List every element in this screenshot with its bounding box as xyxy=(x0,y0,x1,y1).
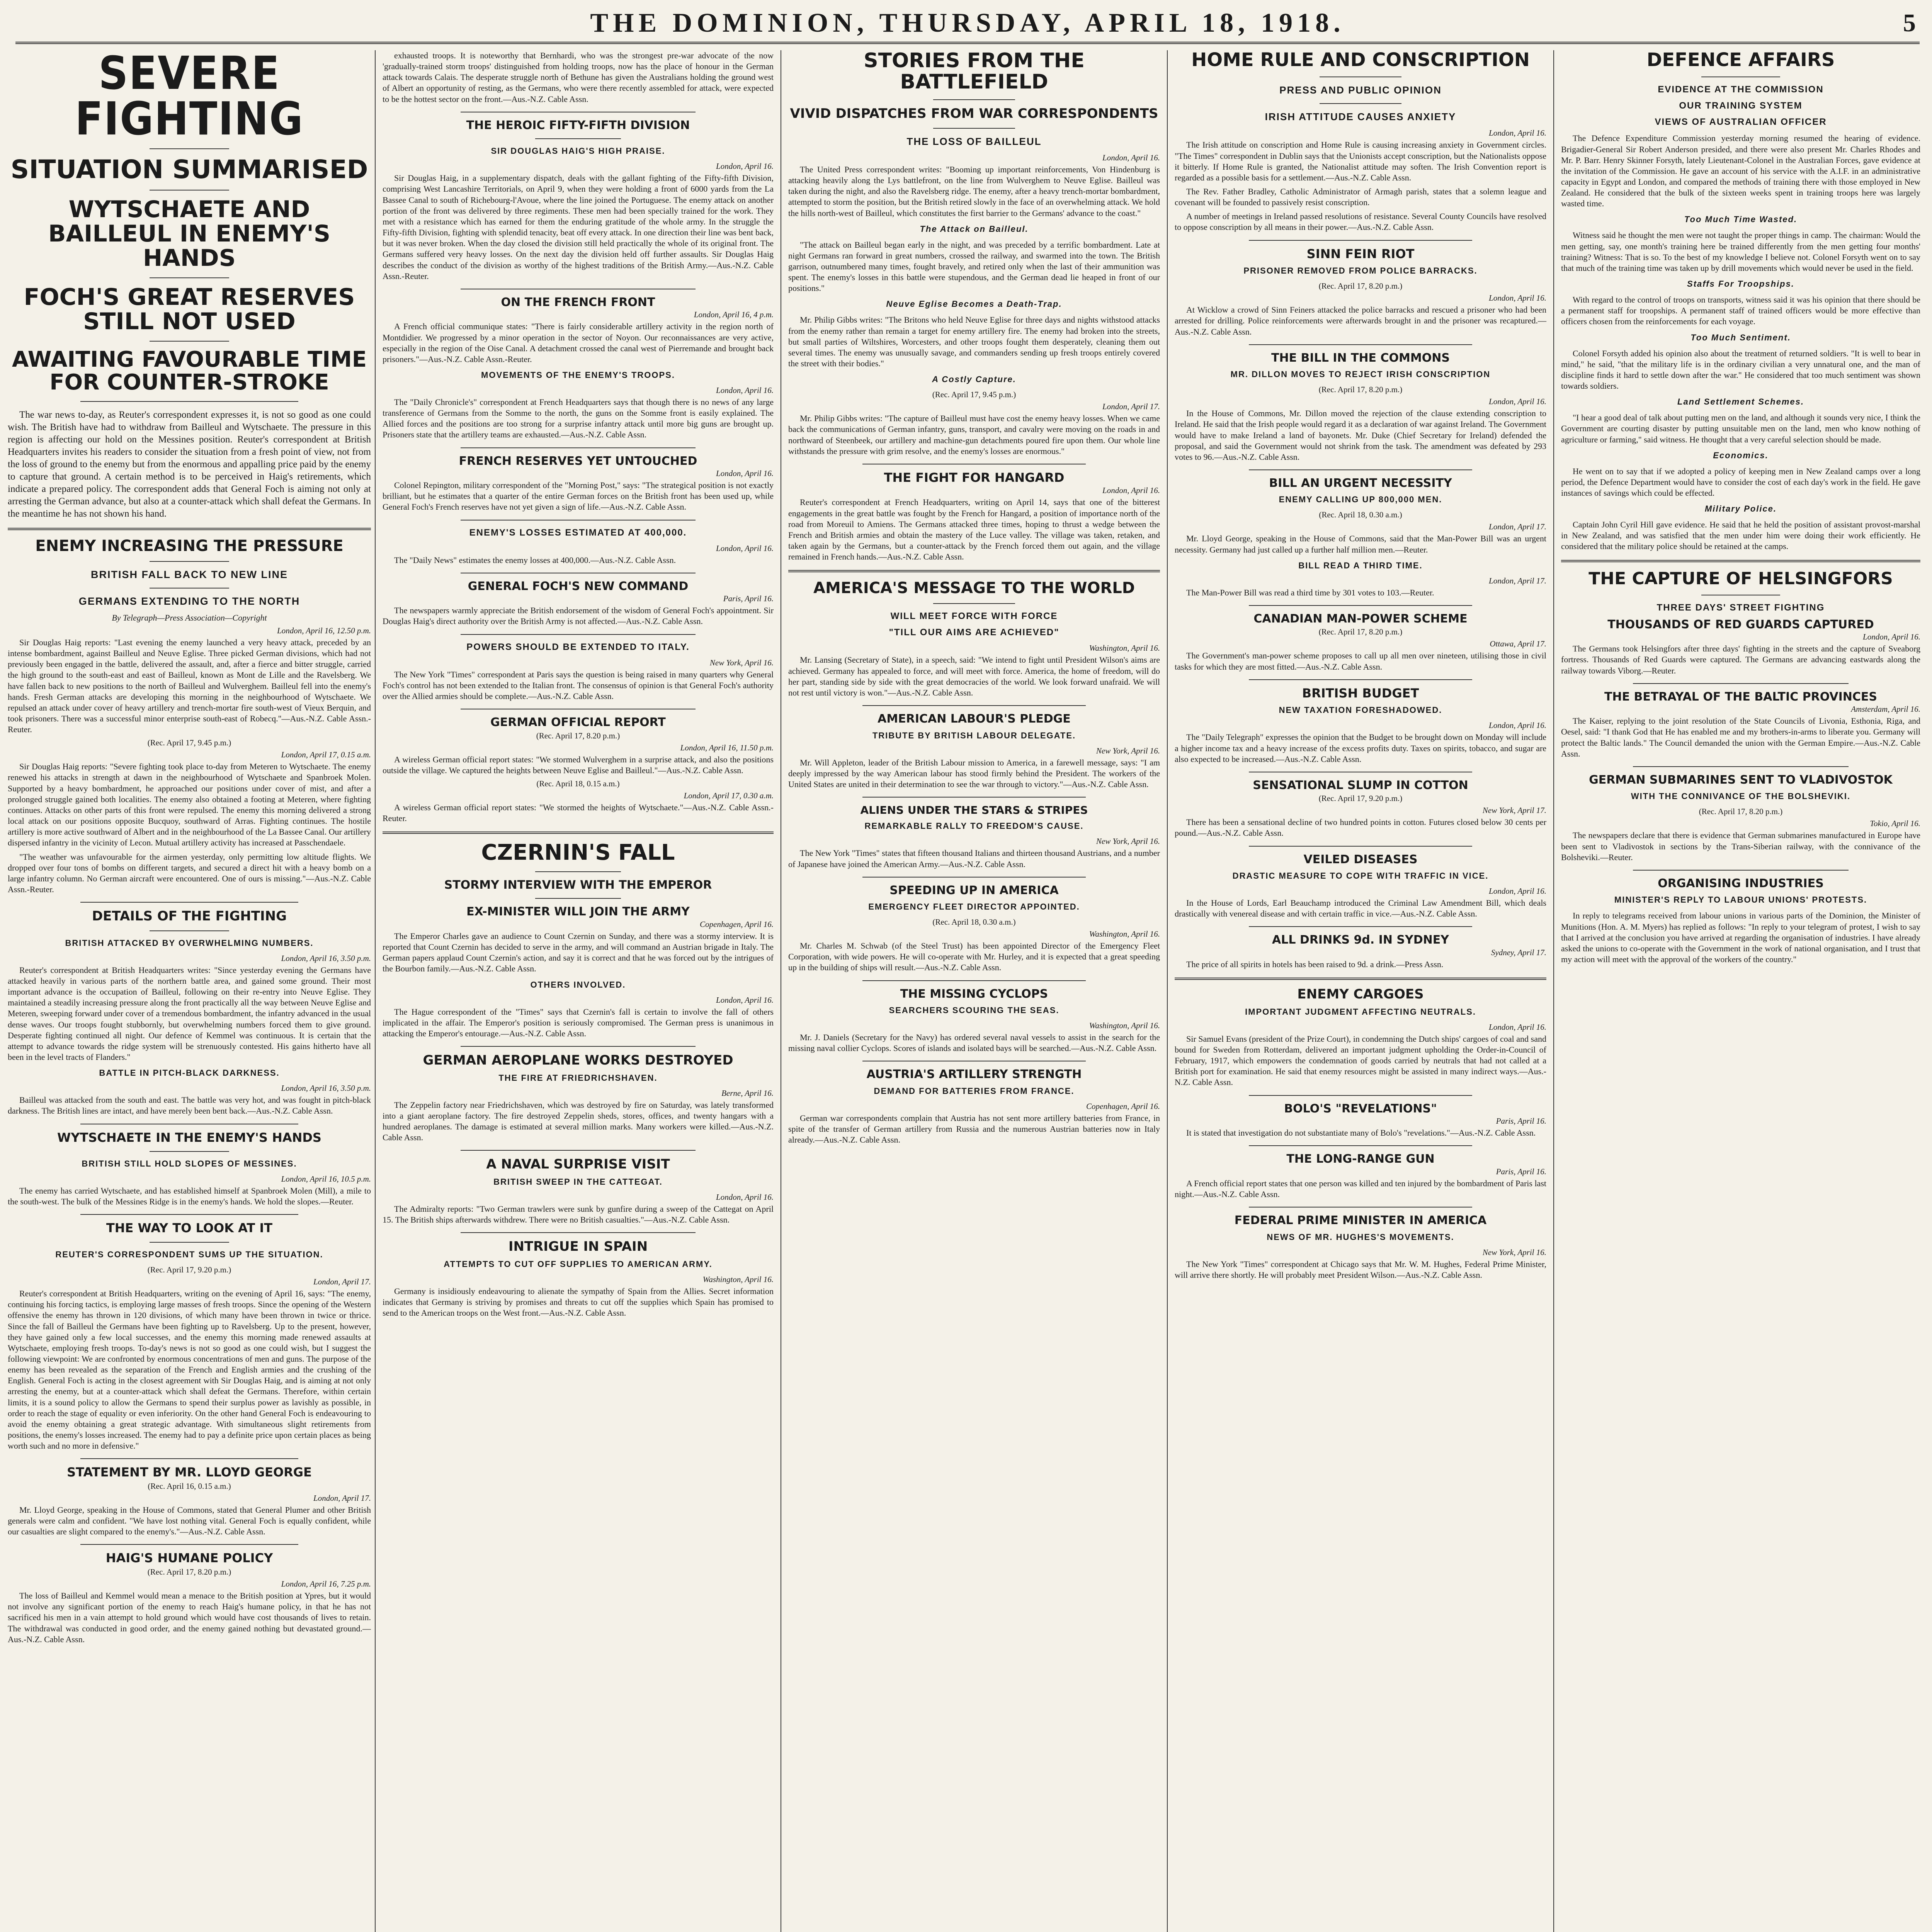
section-helsingfors-head: THE CAPTURE OF HELSINGFORS xyxy=(1588,568,1893,588)
section-spain-sub: ATTEMPTS TO CUT OFF SUPPLIES TO AMERICAN ARMY. xyxy=(444,1259,713,1269)
section-italy-head: POWERS SHOULD BE EXTENDED TO ITALY. xyxy=(466,641,690,652)
section-long-range-head: THE LONG-RANGE GUN xyxy=(1286,1152,1435,1166)
section-austria-head: AUSTRIA'S ARTILLERY STRENGTH xyxy=(866,1068,1082,1082)
paragraph: In the House of Lords, Earl Beauchamp introduced the Criminal Law Amendment Bill, which deals drastically with venereal disease and with certain traffic in vice.—Aus.-N.Z. Cable Assn. xyxy=(1175,898,1546,919)
section-aliens-sub: REMARKABLE RALLY TO FREEDOM'S CAUSE. xyxy=(864,821,1084,831)
section-home-rule-head: HOME RULE AND CONSCRIPTION xyxy=(1191,50,1530,71)
dateline: London, April 17. xyxy=(1102,402,1160,412)
paragraph: "The weather was unfavourable for the airmen yesterday, only permitting low altitude flights. We dropped over four tons of bombs on different targets, and secured a direct hit with a heavy bomb on a large infantry column. No German aircraft were encountered. One of ours is missing."—Aus.-N.Z. Cable Assn.-Reuter. xyxy=(8,852,371,895)
paragraph: The newspapers warmly appreciate the British endorsement of the wisdom of General Foch's appointment. Sir Douglas Haig's direct authority over the British Army is not affected.—Aus.-N.Z. Cable Assn. xyxy=(383,605,774,626)
section-home-rule-sub: PRESS AND PUBLIC OPINION xyxy=(1279,84,1442,96)
section-aeroplane-sub: THE FIRE AT FRIEDRICHSHAVEN. xyxy=(498,1073,658,1083)
paragraph: Mr. Lansing (Secretary of State), in a speech, said: "We intend to fight until President Wilson's aims are achieved. Germany has appealed to force, and will meet with force. America, the home of freedom, will do her part, standing side by side with the great democracies of the world. We look forward unafraid. We will not rest until victory is won."—Aus.-N.Z. Cable Assn. xyxy=(788,655,1160,697)
headline-foch-reserves: FOCH'S GREAT RESERVES STILL NOT USED xyxy=(24,284,355,335)
section-stories-head: STORIES FROM THE BATTLEFIELD xyxy=(864,50,1085,94)
dateline: Tokio, April 16. xyxy=(1870,819,1920,828)
dateline: London, April 17. xyxy=(313,1493,371,1503)
dateline: Copenhagen, April 16. xyxy=(700,919,774,929)
dateline: London, April 17. xyxy=(313,1277,371,1287)
section-helsingfors-sub2: THOUSANDS OF RED GUARDS CAPTURED xyxy=(1607,617,1874,631)
paragraph: The Emperor Charles gave an audience to Count Czernin on Sunday, and there was a stormy interview. It is reported that Count Czernin has decided to serve in the army, and will command an Austrian brigade in Italy. The German papers applaud Count Czernin's action, and say it is correct and that he was forced out by the intrigues of the Bourbon family.—Aus.-N.Z. Cable Assn. xyxy=(383,931,774,974)
subhead-economics: Economics. xyxy=(1713,450,1769,460)
dateline: Paris, April 16. xyxy=(1496,1167,1546,1176)
section-foch-command-head: GENERAL FOCH'S NEW COMMAND xyxy=(468,579,689,593)
paragraph: Captain John Cyril Hill gave evidence. He said that he held the position of assistant provost-marshal in New Zealand, and was satisfied that the men under him were doing their work efficiently. He considered that the military police should be retained at the camps. xyxy=(1561,520,1920,551)
section-defence-sub3: VIEWS OF AUSTRALIAN OFFICER xyxy=(1655,117,1827,128)
dateline: London, April 16. xyxy=(1489,721,1546,730)
dateline: Copenhagen, April 16. xyxy=(1086,1101,1160,1111)
section-aeroplane-head: GERMAN AEROPLANE WORKS DESTROYED xyxy=(423,1053,733,1068)
paragraph: Reuter's correspondent at French Headquarters, writing on April 14, says that one of the bitterest engagements in the great battle was fought by the French for Hangard, a position of importance north of the road from Moreuil to Amiens. The Germans attacked three times, hoping to thrust a wedge between the French and British armies and obtain the mastery of the Luce valley. The village was taken, retaken, and taken again by the Germans, but a counter-attack by the French forced them out again, and the village remained in French hands.—Aus.-N.Z. Cable Assn. xyxy=(788,497,1160,562)
section-baltic-head: THE BETRAYAL OF THE BALTIC PROVINCES xyxy=(1604,690,1878,704)
paragraph: There has been a sensational decline of two hundred points in cotton. Futures closed below 30 cents per pound.—Aus.-N.Z. Cable Assn. xyxy=(1175,817,1546,838)
section-submarines-sub: WITH THE CONNIVANCE OF THE BOLSHEVIKI. xyxy=(1631,791,1851,801)
paragraph: The enemy has carried Wytschaete, and has established himself at Spanbroek Molen (Mill), a mile to the south-west. The bulk of the Messines Ridge is in the enemy's hands. We hold the slopes.—Reuter. xyxy=(8,1186,371,1207)
section-haig-policy-head: HAIG'S HUMANE POLICY xyxy=(105,1551,273,1566)
paragraph: A number of meetings in Ireland passed resolutions of resistance. Several County Councils have resolved to oppose conscription by all means in their power.—Aus.-N.Z. Cable Assn. xyxy=(1175,211,1546,232)
paragraph: The New York "Times" states that fifteen thousand Italians and thirteen thousand Austrians, and a number of Japanese have joined the American Army.—Aus.-N.Z. Cable Assn. xyxy=(788,848,1160,869)
section-fifty-fifth-sub: SIR DOUGLAS HAIG'S HIGH PRAISE. xyxy=(491,146,665,156)
paragraph: Mr. Philip Gibbs writes: "The capture of Bailleul must have cost the enemy heavy losses. When we came back the communications of German infantry, guns, transport, and cavalry were moving on the roads in and northward of Steenbeek, our artillery and machine-gun detachments poured fire upon them. Our whole line withstands the pressure with grim resolve, and the enemy's losses are enormous." xyxy=(788,413,1160,456)
dateline: London, April 16. xyxy=(716,385,774,395)
received-line: (Rec. April 17, 8.20 p.m.) xyxy=(1699,807,1783,816)
paragraph: The "Daily Chronicle's" correspondent at French Headquarters says that though there is no news of any large transference of Germans from the Somme to the north, the guns on the Somme front is easily explained. The Allied forces and the positions are too strong for a surprise infantry attack until more big guns are brought up. Prisoners state that the artillery teams are exhausted.—Aus.-N.Z. Cable Assn. xyxy=(383,397,774,440)
column-2 xyxy=(375,50,781,1932)
received-line: (Rec. April 17, 8.20 p.m.) xyxy=(1318,385,1403,395)
dateline: New York, April 16. xyxy=(1096,746,1160,755)
section-america-quote: "TILL OUR AIMS ARE ACHIEVED" xyxy=(889,627,1060,638)
section-loss-bailleul-sub: THE LOSS OF BAILLEUL xyxy=(906,135,1042,147)
dateline: London, April 16. xyxy=(716,543,774,553)
section-cargoes-sub: IMPORTANT JUDGMENT AFFECTING NEUTRALS. xyxy=(1245,1007,1476,1017)
paragraph: Colonel Forsyth added his opinion also about the treatment of returned soldiers. "It is well to bear in mind," he said, "that the military life is in the ordinary civilian a very unnatural one, and the man of discipline finds it hard to settle down after the war." He considered that too much sentiment was shown towards soldiers. xyxy=(1561,348,1920,391)
section-budget-sub: NEW TAXATION FORESHADOWED. xyxy=(1279,705,1442,715)
received-line: (Rec. April 17, 9.20 p.m.) xyxy=(1318,794,1403,803)
paragraph: Witness said he thought the men were not taught the proper things in camp. The chairman: Would the men getting, say, one month's training here be trained differently from the men getting four months' training? Witness: That is so. To the best of my knowledge I believe not. Colonel Forsyth went on to say that much of the training time was taken up by drill movements which would never be used in the field. xyxy=(1561,230,1920,273)
section-speeding-sub: EMERGENCY FLEET DIRECTOR APPOINTED. xyxy=(868,902,1080,912)
paragraph: The newspapers declare that there is evidence that German submarines manufactured in Europe have been sent to Vladivostok in sections by the Trans-Siberian railway, with the connivance of the Bolsheviki.—Reuter. xyxy=(1561,830,1920,862)
section-movements-sub: MOVEMENTS OF THE ENEMY'S TROOPS. xyxy=(481,370,675,380)
dateline: London, April 17. xyxy=(1489,522,1546,532)
section-commons-sub: MR. DILLON MOVES TO REJECT IRISH CONSCRIPTION xyxy=(1230,369,1491,379)
received-line: (Rec. April 16, 0.15 a.m.) xyxy=(148,1481,231,1491)
paragraph: He went on to say that if we adopted a policy of keeping men in New Zealand camps over a long period, the Defence Department would have to consider the cost of each day's work in the field. He gave instances of savings which could be effected. xyxy=(1561,466,1920,498)
section-enemy-pressure-sub2: GERMANS EXTENDING TO THE NORTH xyxy=(78,595,300,607)
section-defence-sub: EVIDENCE AT THE COMMISSION xyxy=(1658,84,1824,95)
dateline: London, April 16. xyxy=(716,1192,774,1202)
section-diseases-sub: DRASTIC MEASURE TO COPE WITH TRAFFIC IN VICE. xyxy=(1232,871,1489,881)
paragraph: The loss of Bailleul and Kemmel would mean a menace to the British position at Ypres, but it would not involve any significant portion of the enemy to reach Haig's humane policy, in that he has not sacrificed his men in a vain attempt to hold ground which would have cost thousands of lives to retain. The withdrawal was conducted in good order, and the enemy gained nothing but devastated ground.—Aus.-N.Z. Cable Assn. xyxy=(8,1591,371,1644)
headline-severe-fighting: SEVERE FIGHTING xyxy=(75,50,304,145)
section-german-report-head: GERMAN OFFICIAL REPORT xyxy=(490,716,666,729)
paragraph: The Hague correspondent of the "Times" says that Czernin's fall is certain to involve the fall of others implicated in the affair. The Emperor's position is seriously compromised. The German press is unanimous in attacking the Emperor's entourage.—Aus.-N.Z. Cable Assn. xyxy=(383,1007,774,1038)
paragraph: German war correspondents complain that Austria has not sent more artillery batteries from France, in spite of the transfer of German artillery from Russia and the numerous Austrian batteries now in Italy already.—Aus.-N.Z. Cable Assn. xyxy=(788,1113,1160,1145)
dateline: London, April 17, 0.30 a.m. xyxy=(684,791,774,800)
section-lloyd-george-head: STATEMENT BY MR. LLOYD GEORGE xyxy=(67,1465,312,1480)
received-line: (Rec. April 18, 0.15 a.m.) xyxy=(536,779,620,788)
paragraph: "The attack on Bailleul began early in the night, and was preceded by a terrific bombardment. Late at night Germans ran forward in great numbers, crossed the railway, and swarmed into the town. The British garrison, outnumbered many times, fought bravely, and retired only when the last of their ammunition was spent. The enemy's losses in this battle were stupendous, and the German dead lie heaped in front of our positions." xyxy=(788,240,1160,293)
paragraph: Mr. J. Daniels (Secretary for the Navy) has ordered several naval vessels to assist in the search for the missing naval collier Cyclops. Scores of islands and isolated bays will be searched.—Aus.-N.Z. Cable Assn. xyxy=(788,1032,1160,1053)
paragraph: Reuter's correspondent at British Headquarters writes: "Since yesterday evening the Germans have attacked heavily in various parts of the northern battle area, and gained some ground. Their most important advance is the occupation of Bailleul, following on their re-entry into Neuve Eglise. They maintained a steadily increasing pressure along the front practically all the way between Neuve Eglise and Meteren, sweeping forward under cover of a tremendous bombardment, the infantry advanced in the usual dense waves. Our troops fought stubbornly, but overwhelming numbers forced them to give ground. Desperate fighting continued all night. Our defence of Kemmel was continuous. It is certain that the attempt to advance towards the ridge system will be strenuously contested. His gains hitherto have all been in the level tracts of Flanders." xyxy=(8,965,371,1062)
received-line: (Rec. April 17, 8.20 p.m.) xyxy=(1318,627,1403,637)
dateline: London, April 16, 3.50 p.m. xyxy=(281,953,371,963)
section-spain-head: INTRIGUE IN SPAIN xyxy=(508,1239,648,1255)
section-naval-head: A NAVAL SURPRISE VISIT xyxy=(486,1156,670,1172)
section-helsingfors-sub: THREE DAYS' STREET FIGHTING xyxy=(1656,602,1825,613)
dateline: Amsterdam, April 16. xyxy=(1851,704,1920,714)
paragraph: The "Daily Telegraph" expresses the opinion that the Budget to be brought down on Monday will include a higher income tax and a heavy increase of the excess profits duty. Taxes on spirits, tobacco, and sugar are also expected to be increased.—Aus.-N.Z. Cable Assn. xyxy=(1175,732,1546,764)
paragraph: A French official communique states: "There is fairly considerable artillery activity in the region north of Montdidier. We progressed by a minor operation in the sector of Noyon. Our reconnaissances are very active, especially in the region of the Oise Canal. A detachment crossed the canal west of Pierremande and brought back prisoners."—Aus.-N.Z. Cable Assn.-Reuter. xyxy=(383,321,774,364)
paragraph: Mr. Philip Gibbs writes: "The Britons who held Neuve Eglise for three days and nights withstood attacks from the enemy rather than remain a target for enemy artillery fire. The enemy had broken into the streets, but small parties of Wiltshires, Worcesters, and other troops fought them desperately, cleaning them out several times. The enemy was unusually savage, and commanders sending up fresh troops entirely covered the street with their bodies." xyxy=(788,315,1160,369)
section-industries-head: ORGANISING INDUSTRIES xyxy=(1658,876,1824,890)
paragraph: It is stated that investigation do not substantiate many of Bolo's "revelations."—Aus.-N.Z. Cable Assn. xyxy=(1186,1128,1536,1138)
dateline: London, April 17, 0.15 a.m. xyxy=(281,750,371,760)
section-enemy-pressure-sub1: BRITISH FALL BACK TO NEW LINE xyxy=(91,568,288,580)
paragraph: The price of all spirits in hotels has been raised to 9d. a drink.—Press Assn. xyxy=(1186,959,1444,969)
section-labour-pledge-sub: TRIBUTE BY BRITISH LABOUR DELEGATE. xyxy=(872,730,1076,740)
dateline: London, April 16. xyxy=(716,469,774,478)
masthead-title: THE DOMINION, THURSDAY, APRIL 18, 1918. xyxy=(590,8,1345,38)
paragraph: Mr. Charles M. Schwab (of the Steel Trust) has been appointed Director of the Emergency Fleet Corporation, with wide powers. He will co-operate with Mr. Hurley, and it is expected that a great speeding up in the building of ships will result.—Aus.-N.Z. Cable Assn. xyxy=(788,941,1160,973)
paragraph: Sir Douglas Haig, in a supplementary dispatch, deals with the gallant fighting of the Fifty-fifth Division, comprising West Lancashire Territorials, on April 9, when they were holding a front of 6000 yards from the La Bassee Canal to south of Richebourg-l'Avoue, where the line joined the Portuguese. The enemy attack on another portion of the front was delivered by three regiments. These men had been specially trained for the work. They met with a resistance which has earned for them the enduring gratitude of the whole army. In the struggle the Fifty-fifth Division, fighting with splendid tenacity, beat off every attack. In one direction their line was bent back, but it was never broken. When the day closed the division still held practically the whole of its original front. The Germans suffered very heavy losses. On the next day the division held off further assaults. Sir Douglas Haig describes the conduct of the division as worthy of the highest traditions of the British Army.—Aus.-N.Z. Cable Assn.-Reuter. xyxy=(383,173,774,281)
section-hangard-head: THE FIGHT FOR HANGARD xyxy=(884,470,1065,485)
section-defence-head: DEFENCE AFFAIRS xyxy=(1646,50,1835,71)
paragraph: The Kaiser, replying to the joint resolution of the State Councils of Livonia, Esthonia, Riga, and Oesel, said: "I thank God that He has enabled me and my brothers-in-arms to liberate you. Germany will protect the Baltic lands." The Council demanded the union with the German Empire.—Aus.-N.Z. Cable Assn. xyxy=(1561,716,1920,759)
section-cyclops-sub: SEARCHERS SCOURING THE SEAS. xyxy=(889,1005,1060,1015)
dateline: London, April 16. xyxy=(1489,1022,1546,1032)
section-way-sub: REUTER'S CORRESPONDENT SUMS UP THE SITUATION. xyxy=(55,1250,323,1260)
column-1 xyxy=(8,50,371,1932)
column-5 xyxy=(1553,50,1927,1932)
section-prime-minister-head: FEDERAL PRIME MINISTER IN AMERICA xyxy=(1234,1214,1487,1228)
section-czernin-head: CZERNIN'S FALL xyxy=(481,840,675,866)
received-line: (Rec. April 17, 9.45 p.m.) xyxy=(147,738,231,748)
section-canadian-head: CANADIAN MAN-POWER SCHEME xyxy=(1253,612,1468,626)
dateline: London, April 16, 4 p.m. xyxy=(694,310,774,320)
section-darkness-sub: BATTLE IN PITCH-BLACK DARKNESS. xyxy=(99,1068,280,1078)
column-3 xyxy=(781,50,1167,1932)
dateline: Washington, April 16. xyxy=(1089,1021,1160,1031)
subhead-troopships: Staffs For Troopships. xyxy=(1687,279,1794,289)
section-america-head: AMERICA'S MESSAGE TO THE WORLD xyxy=(813,579,1135,597)
dateline: London, April 16. xyxy=(1102,486,1160,495)
section-drinks-head: ALL DRINKS 9d. IN SYDNEY xyxy=(1272,933,1449,947)
section-details-sub: BRITISH ATTACKED BY OVERWHELMING NUMBERS. xyxy=(65,938,314,948)
section-home-rule-sub2: IRISH ATTITUDE CAUSES ANXIETY xyxy=(1265,111,1456,123)
section-america-sub: WILL MEET FORCE WITH FORCE xyxy=(890,611,1058,622)
columns xyxy=(8,50,1927,1932)
paragraph: The Man-Power Bill was read a third time by 301 votes to 103.—Reuter. xyxy=(1186,587,1434,597)
paragraph: With regard to the control of troops on transports, witness said it was his opinion that there should be a permanent staff for troopships. A permanent staff of trained officers would be more effective than officers chosen from the reinforcements for each voyage. xyxy=(1561,295,1920,327)
section-defence-sub2: OUR TRAINING SYSTEM xyxy=(1679,100,1803,111)
section-czernin-sub: STORMY INTERVIEW WITH THE EMPEROR xyxy=(444,878,712,892)
dateline: Sydney, April 17. xyxy=(1491,947,1546,957)
dateline: Ottawa, April 17. xyxy=(1490,639,1546,649)
paragraph: Reuter's correspondent at British Headquarters, writing on the evening of April 16, says: "The enemy, continuing his forcing tactics, is employing large masses of fresh troops. Since the opening of the Western offensive the enemy has thrown in 120 divisions, of which many have been thrown in twice or thrice. Since the fall of Bailleul the Germans have been fighting up to Ravelsberg. Up to the present, however, they have gained only a few local successes, and the enemy this morning made renewed assaults at Wytschaete, employing fresh troops. To-day's news is not so good as one could wish, but I suggest the following viewpoint: We are confronted by enormous concentrations of men and guns. The purpose of the enemy has been revealed as the separation of the French and English armies and the crushing of the English. General Foch is acting in the closest agreement with Sir Douglas Haig, and is aiming at not only arresting the enemy, but at a counter-attack which shall defeat the Germans. Therefore, within certain limits, it is a sound policy to allow the Germans to spend their surplus power as lavishly as possible, in order to reach the stage of equality or even inferiority. On the other hand General Foch is endeavouring to avoid the enemy obtaining a great strategic advantage. With simultaneous slight retirements from positions, the enemy's losses increased. The enemy had to pay a definite price upon certain places as being worth such and no more in defensive." xyxy=(8,1289,371,1451)
received-line: (Rec. April 17, 8.20 p.m.) xyxy=(1318,281,1403,291)
paragraph: The United Press correspondent writes: "Booming up important reinforcements, Von Hindenburg is attacking heavily along the Lys battlefront, on the line from Wulverghem to Neuve Eglise. Bailleul was taken during the night, and also the Ravelsberg ridge. The enemy, after a heavy trench-mortar bombardment, attempted to storm the position, but the British retired slowly in the face of an overwhelming attack. We hold the hills north-west of Bailleul, which constitutes the first barrier to the Germans' advance to the coast." xyxy=(788,164,1160,218)
paragraph: The Zeppelin factory near Friedrichshaven, which was destroyed by fire on Saturday, was lately transformed into a giant aeroplane factory. The fire destroyed Zeppelin sheds, stores, offices, and twenty hangars with a hundred aeroplanes. The damage is estimated at several million marks. Many workers were killed.—Aus.-N.Z. Cable Assn. xyxy=(383,1100,774,1143)
paragraph: In the House of Commons, Mr. Dillon moved the rejection of the clause extending conscription to Ireland. He said that the Irish people would regard it as a declaration of war against Ireland. The Government would have to make Ireland a land of bayonets. Mr. Duke (Chief Secretary for Ireland) defended the proposal, and said the Government would not shrink from the task. The amendment was defeated by 293 votes to 96.—Aus.-N.Z. Cable Assn. xyxy=(1175,408,1546,462)
section-urgent-bill-sub: ENEMY CALLING UP 800,000 MEN. xyxy=(1279,495,1442,505)
paragraph: The Rev. Father Bradley, Catholic Administrator of Armagh parish, states that a solemn league and covenant will be founded to passively resist conscription. xyxy=(1175,187,1546,207)
dateline: Washington, April 16. xyxy=(702,1275,774,1284)
headline-situation-summarised: SITUATION SUMMARISED xyxy=(10,155,368,184)
section-way-head: THE WAY TO LOOK AT IT xyxy=(106,1221,273,1236)
section-third-time-sub: BILL READ A THIRD TIME. xyxy=(1298,560,1423,570)
subhead-time-wasted: Too Much Time Wasted. xyxy=(1684,214,1798,224)
section-urgent-bill-head: BILL AN URGENT NECESSITY xyxy=(1269,476,1452,490)
paragraph: The Defence Expenditure Commission yesterday morning resumed the hearing of evidence. Brigadier-General Sir Robert Anderson presided, and there were also present Mr. Charles Rhodes and Mr. P. Barr. Henry Skinner Forsyth, lately Lieutenant-Colonel in the Australian Forces, gave evidence at the invitation of the Commission. He gave an account of his service with the A.I.F. in an administrative capacity in Egypt and London, and compared the methods of training there with those employed in New Zealand. He considered that the bulk of the sixteen weeks spent in training troops here was largely wasted time. xyxy=(1561,133,1920,209)
paragraph: The Admiralty reports: "Two German trawlers were sunk by gunfire during a sweep of the Cattegat on April 15. The British ships afterwards withdrew. There were no British casualties."—Aus.-N.Z. Cable Assn. xyxy=(383,1204,774,1225)
section-budget-head: BRITISH BUDGET xyxy=(1302,685,1419,701)
paragraph: Sir Douglas Haig reports: "Last evening the enemy launched a very heavy attack, preceded by an intense bombardment, against Bailleul and Neuve Eglise. Three picked German divisions, which had not previously been engaged in the battle, delivered the assault, and, after a fierce and bitter struggle, carried the high ground to the south-east and east of Bailleul, known as Mont de Lille and the Ravelsberg. We have fallen back to new positions to the north of Bailleul and Wulverghem. Bailleul fell into the enemy's hands. Fresh German attacks are developing this morning in the neighbourhood of Wytschaete. We repulsed an attack under cover of heavy artillery and trench-mortar fire south-west of Vieux Berquin, and took prisoners. There was a successful minor enterprise south-east of Robecq."—Aus.-N.Z. Cable Assn.-Reuter. xyxy=(8,637,371,735)
dateline: London, April 16. xyxy=(1489,397,1546,406)
dateline: London, April 16. xyxy=(1863,632,1920,642)
subhead-costly-capture: A Costly Capture. xyxy=(932,374,1016,384)
paragraph: The New York "Times" correspondent at Chicago says that Mr. W. M. Hughes, Federal Prime Minister, will arrive there shortly. He will probably meet President Wilson.—Aus.-N.Z. Cable Assn. xyxy=(1175,1259,1546,1280)
received-line: (Rec. April 17, 8.20 p.m.) xyxy=(147,1567,231,1577)
paragraph: Sir Douglas Haig reports: "Severe fighting took place to-day from Meteren to Wytschaete. The enemy renewed his attacks in strength at dawn in the neighbourhood of Wytschaete and Spanbroek Molen. Supported by a heavy bombardment, he approached our positions under cover of mist, and after a prolonged struggle gained both localities. The enemy also obtained a footing at Meteren, where fighting continues. Attacks on other parts of this front were repulsed. The enemy this morning delivered a strong local attack on our positions opposite Bucquoy, southward of Arras. Fighting continues. The hostile artillery is more active southward of Albert and in the neighbourhood of the La Bassee Canal. Our artillery dispersed infantry in the vicinity of Lecon. Mutual artillery activity has increased at Passchendaele. xyxy=(8,762,371,848)
section-cotton-head: SENSATIONAL SLUMP IN COTTON xyxy=(1253,778,1468,792)
dateline: Washington, April 16. xyxy=(1089,929,1160,939)
section-cargoes-head: ENEMY CARGOES xyxy=(1297,986,1424,1002)
dateline: New York, April 17. xyxy=(1482,806,1546,815)
subhead-death-trap: Neuve Eglise Becomes a Death-Trap. xyxy=(886,299,1062,309)
dateline: Washington, April 16. xyxy=(1089,643,1160,653)
byline: By Telegraph—Press Association—Copyright xyxy=(112,612,267,622)
section-others-sub: OTHERS INVOLVED. xyxy=(530,980,626,990)
section-enemy-losses-head: ENEMY'S LOSSES ESTIMATED AT 400,000. xyxy=(469,527,687,538)
section-details-head: DETAILS OF THE FIGHTING xyxy=(92,908,287,924)
section-naval-sub: BRITISH SWEEP IN THE CATTEGAT. xyxy=(493,1177,663,1187)
received-line: (Rec. April 17, 9.20 p.m.) xyxy=(147,1265,231,1275)
dateline: London, April 16. xyxy=(1102,153,1160,162)
dateline: Paris, April 16. xyxy=(723,594,774,604)
dateline: Berne, April 16. xyxy=(721,1088,774,1098)
paragraph: A French official report states that one person was killed and ten injured by the bombardment of Paris last night.—Aus.-N.Z. Cable Assn. xyxy=(1175,1178,1546,1199)
dateline: London, April 16. xyxy=(716,162,774,171)
paragraph: In reply to telegrams received from labour unions in various parts of the Dominion, the Minister of Munitions (Hon. A. M. Myers) has replied as follows: "In reply to your telegram of protest, I wish to say that I arrived at the conclusion you have arrived at regarding the organisation of industries. I have already asked the unions to co-operate with the Government in the work of national organisation, and I trust that my action will meet with the approval of the workers of the country." xyxy=(1561,911,1920,964)
subhead-attack-bailleul: The Attack on Bailleul. xyxy=(920,224,1029,234)
section-wytschaete-sub: BRITISH STILL HOLD SLOPES OF MESSINES. xyxy=(82,1159,297,1169)
paragraph: Mr. Lloyd George, speaking in the House of Commons, stated that General Plumer and other British generals were calm and confident. "We have lost nothing vital. General Foch is equally confident, while our casualties are slight compared to the enemy's."—Aus.-N.Z. Cable Assn. xyxy=(8,1505,371,1537)
subhead-military-police: Military Police. xyxy=(1704,504,1777,514)
dateline: New York, April 16. xyxy=(1096,837,1160,846)
section-austria-sub: DEMAND FOR BATTERIES FROM FRANCE. xyxy=(874,1086,1075,1096)
dateline: London, April 16. xyxy=(1489,293,1546,303)
paragraph: A wireless German official report states: "We stormed Wulverghem in a surprise attack, and also the positions outside the village. We captured the heights between Neuve Eglise and Bailleul."—Aus.-N.Z. Cable Assn. xyxy=(383,754,774,775)
page-number: 5 xyxy=(1903,9,1916,37)
received-line: (Rec. April 17, 9.45 p.m.) xyxy=(932,390,1016,400)
paragraph: The New York "Times" correspondent at Paris says the question is being raised in many quarters why General Foch's control has not been extended to the Italian front. The consensus of opinion is that General Foch's authority over the Allied armies should be complete.—Aus.-N.Z. Cable Assn. xyxy=(383,669,774,701)
paragraph: The "Daily News" estimates the enemy losses at 400,000.—Aus.-N.Z. Cable Assn. xyxy=(394,555,676,565)
column-4 xyxy=(1167,50,1553,1932)
paragraph: Sir Samuel Evans (president of the Prize Court), in condemning the Dutch ships' cargoes of coal and sand bound for Sweden from Rotterdam, delivered an important judgment upholding the Order-in-Council of February, 1917, which empowers the condemnation of goods carried by neutrals that had not called at a British port for examination. He said that enemy resources might be assisted in many indirect ways.—Aus.-N.Z. Cable Assn. xyxy=(1175,1034,1546,1087)
dateline: New York, April 16. xyxy=(1482,1247,1546,1257)
dateline: London, April 16, 11.50 p.m. xyxy=(680,743,774,752)
section-fifty-fifth-head: THE HEROIC FIFTY-FIFTH DIVISION xyxy=(466,118,690,132)
received-line: (Rec. April 18, 0.30 a.m.) xyxy=(932,917,1016,927)
dateline: New York, April 16. xyxy=(709,658,774,667)
subhead-sentiment: Too Much Sentiment. xyxy=(1690,332,1791,342)
paragraph: At Wicklow a crowd of Sinn Feiners attacked the police barracks and rescued a prisoner who had been arrested for drilling. Police reinforcements were afterwards brought in and the prisoner was recaptured.—Aus.-N.Z. Cable Assn. xyxy=(1175,305,1546,337)
dateline: London, April 17. xyxy=(1489,576,1546,585)
paragraph: "I hear a good deal of talk about putting men on the land, and although it sounds very nice, I think the Government are courting disaster by putting unsuitable men on the land, men who know nothing of agriculture or farming," said witness. He thought that a very careful selection should be made. xyxy=(1561,413,1920,444)
section-aliens-head: ALIENS UNDER THE STARS & STRIPES xyxy=(860,803,1088,816)
dateline: Paris, April 16. xyxy=(1496,1116,1546,1126)
section-french-front-head: ON THE FRENCH FRONT xyxy=(501,295,655,309)
received-line: (Rec. April 17, 8.20 p.m.) xyxy=(536,731,620,740)
paragraph: The Government's man-power scheme proposes to call up all men over nineteen, utilising those in civil tasks for which they are most fitted.—Aus.-N.Z. Cable Assn. xyxy=(1175,651,1546,672)
section-industries-sub: MINISTER'S REPLY TO LABOUR UNIONS' PROTESTS. xyxy=(1614,895,1867,905)
subhead-land-settlement: Land Settlement Schemes. xyxy=(1677,397,1804,407)
paragraph: The Germans took Helsingfors after three days' fighting in the streets and the capture of Sveaborg fortress. Thousands of Red Guards were captured. The Germans are advancing eastwards along the railway towards Viborg.—Reuter. xyxy=(1561,644,1920,675)
paragraph: Mr. Will Appleton, leader of the British Labour mission to America, in a farewell message, says: "I am deeply impressed by the way American labour has stood firmly behind the President. The workers of the United States are united in their determination to see the war through to victory."—Aus.-N.Z. Cable Assn. xyxy=(788,757,1160,789)
section-czernin-sub2: EX-MINISTER WILL JOIN THE ARMY xyxy=(466,905,690,919)
dateline: London, April 16. xyxy=(1489,128,1546,138)
intro-paragraph: The war news to-day, as Reuter's correspondent expresses it, is not so good as one could wish. The British have had to withdraw from Bailleul and Wytschaete. The pressure in this region is affecting our hold on the Messines position. Reuter's correspondent at British Headquarters invites his readers to consider the situation from a fresh point of view, not from the loss of ground to the enemy but from the enormous and appalling price paid by the enemy to capture that ground. A certain method is to be perceived in Haig's retirements, which indicate a prepared policy. The correspondent adds that General Foch is aiming not only at arresting the German advance, but also at a counter-attack which shall defeat the Germans. In the meantime he has not shown his hand. xyxy=(8,409,371,519)
paragraph: Mr. Lloyd George, speaking in the House of Commons, said that the Man-Power Bill was an urgent necessity. Germany had just called up a further half million men.—Reuter. xyxy=(1175,534,1546,554)
dateline: London, April 16, 12.50 p.m. xyxy=(277,626,371,635)
section-prime-minister-sub: NEWS OF MR. HUGHES'S MOVEMENTS. xyxy=(1267,1232,1454,1242)
section-wytschaete-head: WYTSCHAETE IN THE ENEMY'S HANDS xyxy=(57,1130,321,1145)
section-french-reserves-head: FRENCH RESERVES YET UNTOUCHED xyxy=(459,454,697,468)
section-enemy-pressure-head: ENEMY INCREASING THE PRESSURE xyxy=(35,537,344,555)
section-speeding-head: SPEEDING UP IN AMERICA xyxy=(889,883,1059,897)
headline-awaiting-time: AWAITING FAVOURABLE TIME FOR COUNTER-STROKE xyxy=(12,347,367,395)
section-labour-pledge-head: AMERICAN LABOUR'S PLEDGE xyxy=(878,712,1071,726)
dateline: London, April 16, 10.5 p.m. xyxy=(281,1174,371,1184)
section-cyclops-head: THE MISSING CYCLOPS xyxy=(900,987,1048,1001)
paragraph: Bailleul was attacked from the south and east. The battle was very hot, and was fought in pitch-black darkness. The British lines are intact, and have merely been bent back.—Aus.-N.Z. Cable Assn. xyxy=(8,1095,371,1116)
section-diseases-head: VEILED DISEASES xyxy=(1303,852,1418,866)
section-stories-sub: VIVID DISPATCHES FROM WAR CORRESPONDENTS xyxy=(790,106,1158,122)
paragraph: Germany is insidiously endeavouring to alienate the sympathy of Spain from the Allies. Secret information indicates that Germany is striving by promises and threats to cut off the supplies which Spain has promised to send to the American troops on the West front.—Aus.-N.Z. Cable Assn. xyxy=(383,1286,774,1318)
paragraph: A wireless German official report states: "We stormed the heights of Wytschaete."—Aus.-N.Z. Cable Assn.-Reuter. xyxy=(383,802,774,823)
headline-wytschaete: WYTSCHAETE AND BAILLEUL IN ENEMY'S HANDS xyxy=(48,196,331,272)
masthead xyxy=(15,5,1920,44)
dateline: London, April 16, 7.25 p.m. xyxy=(281,1579,371,1589)
section-commons-head: THE BILL IN THE COMMONS xyxy=(1271,351,1450,365)
section-sinn-fein-sub: PRISONER REMOVED FROM POLICE BARRACKS. xyxy=(1243,266,1478,276)
received-line: (Rec. April 18, 0.30 a.m.) xyxy=(1319,510,1402,520)
section-submarines-head: GERMAN SUBMARINES SENT TO VLADIVOSTOK xyxy=(1589,773,1893,787)
dateline: London, April 16. xyxy=(716,995,774,1005)
section-sinn-fein-head: SINN FEIN RIOT xyxy=(1306,246,1415,261)
paragraph: exhausted troops. It is noteworthy that Bernhardi, who was the strongest pre-war advocate of the now 'gradually-trained storm troops' distinguished from holding troops, now has the place of honour in the German attack towards Calais. The desperate struggle north of Bethune has given the Australians holding the ground west of Albert an opportunity of resting, as the Germans, who were there recently assembled for attack, were expected to be the hottest sector on the front.—Aus.-N.Z. Cable Assn. xyxy=(383,51,774,104)
paragraph: The Irish attitude on conscription and Home Rule is causing increasing anxiety in Government circles. "The Times" correspondent in Dublin says that the Unionists accept conscription, but the Nationalists oppose it bitterly. If Home Rule is granted, the Nationalist attitude may soften. The Irish Convention report is regarded as a possible basis for a settlement.—Aus.-N.Z. Cable Assn. xyxy=(1175,140,1546,182)
section-bolo-head: BOLO'S "REVELATIONS" xyxy=(1284,1102,1437,1116)
paragraph: Colonel Repington, military correspondent of the "Morning Post," says: "The strategical position is not exactly brilliant, but he estimates that a quarter of the entire German forces on the British front has been used up, while General Foch's French reserves have not yet given a sign of life.—Aus.-N.Z. Cable Assn. xyxy=(383,480,774,512)
dateline: London, April 16. xyxy=(1489,886,1546,896)
dateline: London, April 16, 3.50 p.m. xyxy=(281,1083,371,1093)
